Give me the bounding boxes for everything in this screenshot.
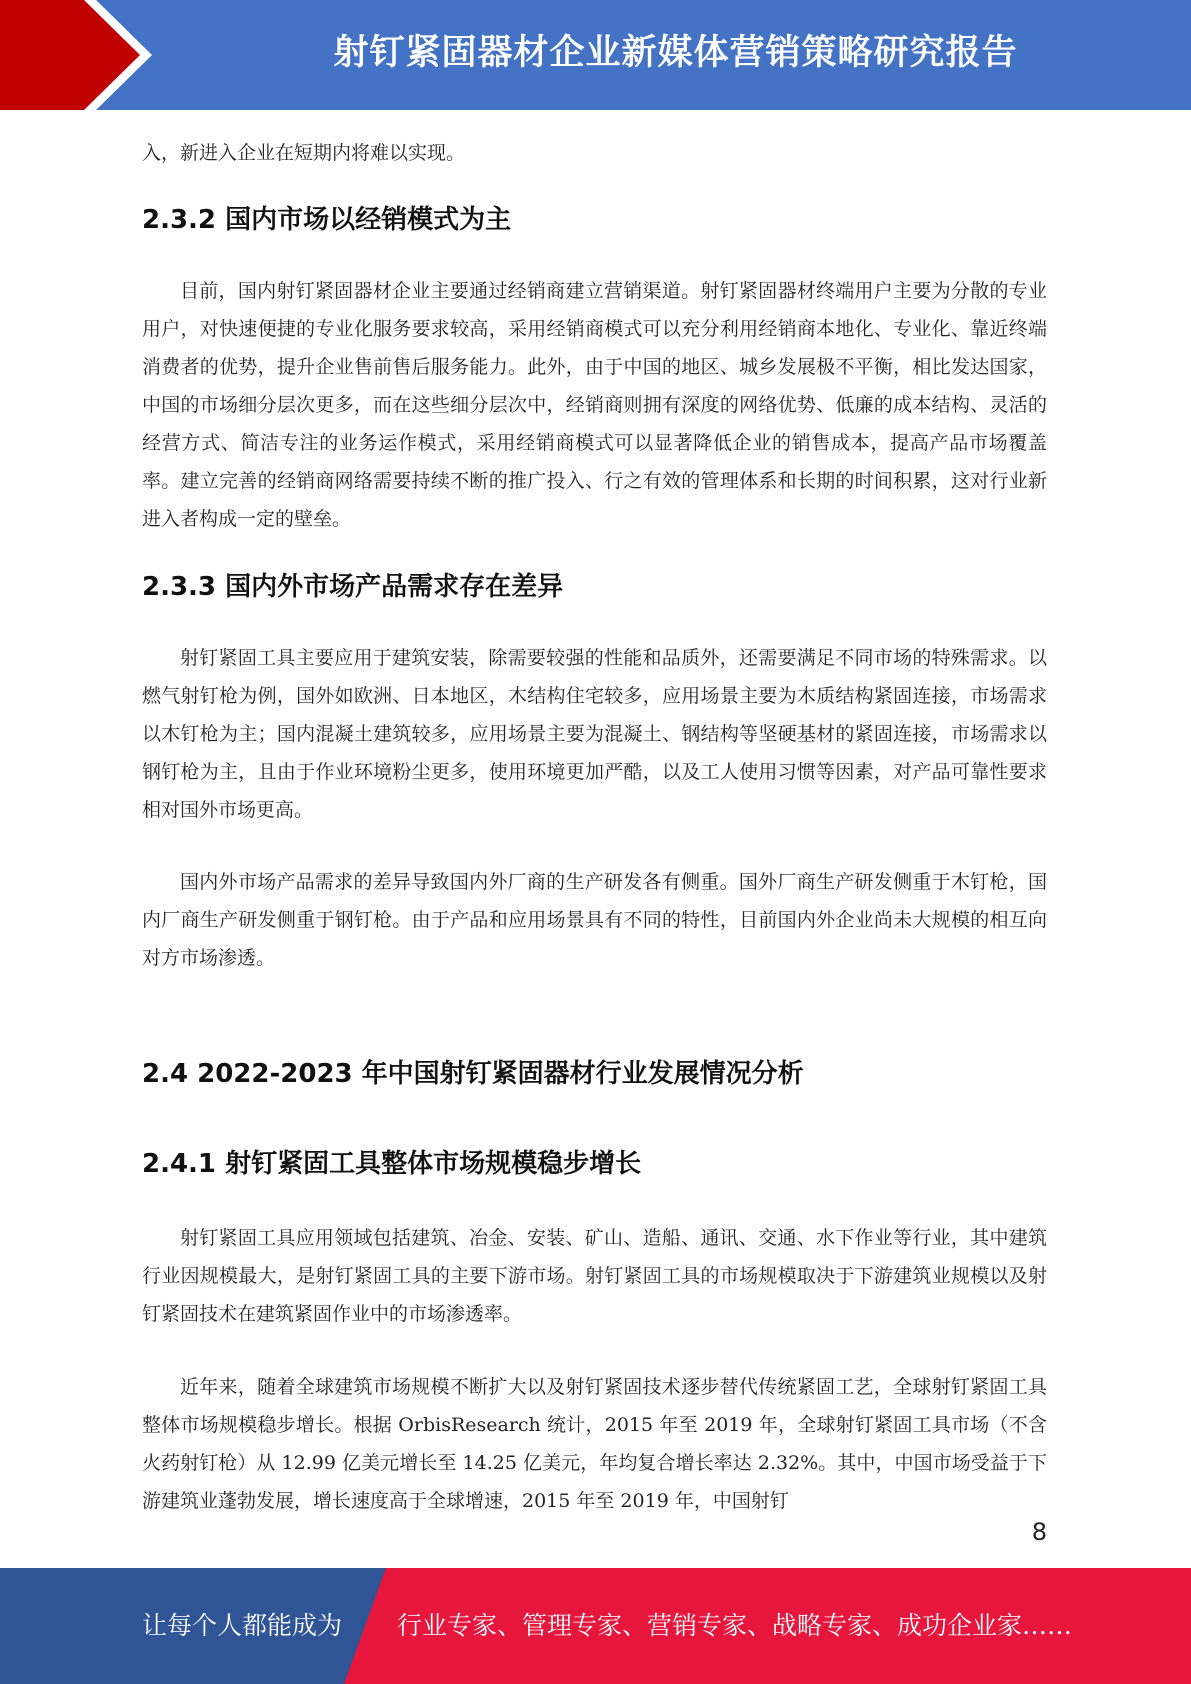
page-header — [0, 0, 1191, 110]
paragraph-2-4-1-2: 近年来，随着全球建筑市场规模不断扩大以及射钉紧固技术逐步替代传统紧固工艺，全球射钉紧固工具整体市场规模稳步增长。根据 OrbisResearch 统计，2015 年至 2019 年，全球射钉紧固工具市场（不含火药射钉枪）从 12.99 亿美元增长至 14.25 亿美元，年均复合增长率达 2.32%。其中，中国市场受益于下游建筑业蓬勃发展，增长速度高于全球增速，2015 年至 2019 年，中国射钉 — [142, 1376, 1047, 1512]
paragraph-2-3-2-1: 目前，国内射钉紧固器材企业主要通过经销商建立营销渠道。射钉紧固器材终端用户主要为分散的专业用户，对快速便捷的专业化服务要求较高，采用经销商模式可以充分利用经销商本地化、专业化、靠近终端消费者的优势，提升企业售前售后服务能力。此外，由于中国的地区、城乡发展极不平衡，相比发达国家，中国的市场细分层次更多，而在这些细分层次中，经销商则拥有深度的网络优势、低廉的成本结构、灵活的经营方式、简洁专注的业务运作模式，采用经销商模式可以显著降低企业的销售成本，提高产品市场覆盖率。建立完善的经销商网络需要持续不断的推广投入、行之有效的管理体系和长期的时间积累，这对行业新进入者构成一定的壁垒。 — [142, 280, 1047, 530]
intro-line: 入，新进入企业在短期内将难以实现。 — [142, 142, 466, 164]
paragraph-2-3-3-2: 国内外市场产品需求的差异导致国内外厂商的生产研发各有侧重。国外厂商生产研发侧重于木钉枪，国内厂商生产研发侧重于钢钉枪。由于产品和应用场景具有不同的特性，目前国内外企业尚未大规模的相互向对方市场渗透。 — [142, 871, 1047, 969]
footer-slogan-right: 行业专家、管理专家、营销专家、战略专家、成功企业家…… — [397, 1611, 1073, 1640]
footer-slogan-left: 让每个人都能成为 — [142, 1611, 343, 1640]
paragraph-2-3-3-1: 射钉紧固工具主要应用于建筑安装，除需要较强的性能和品质外，还需要满足不同市场的特殊需求。以燃气射钉枪为例，国外如欧洲、日本地区，木结构住宅较多，应用场景主要为木质结构紧固连接，市场需求以木钉枪为主；国内混凝土建筑较多，应用场景主要为混凝土、钢结构等坚硬基材的紧固连接，市场需求以钢钉枪为主，且由于作业环境粉尘更多，使用环境更加严酷，以及工人使用习惯等因素，对产品可靠性要求相对国外市场更高。 — [142, 647, 1047, 821]
section-heading-2-4: 2.4 2022-2023 年中国射钉紧固器材行业发展情况分析 — [142, 1059, 804, 1089]
section-heading-2-3-2: 2.3.2 国内市场以经销模式为主 — [142, 205, 512, 235]
report-title: 射钉紧固器材企业新媒体营销策略研究报告 — [333, 33, 1018, 73]
page-number: 8 — [1031, 1518, 1047, 1546]
section-heading-2-3-3: 2.3.3 国内外市场产品需求存在差异 — [142, 572, 564, 602]
paragraph-2-4-1-1: 射钉紧固工具应用领域包括建筑、冶金、安装、矿山、造船、通讯、交通、水下作业等行业，其中建筑行业因规模最大，是射钉紧固工具的主要下游市场。射钉紧固工具的市场规模取决于下游建筑业规模以及射钉紧固技术在建筑紧固作业中的市场渗透率。 — [142, 1227, 1047, 1325]
page-footer — [0, 1568, 1191, 1684]
section-heading-2-4-1: 2.4.1 射钉紧固工具整体市场规模稳步增长 — [142, 1149, 642, 1179]
header-arrow-icon — [0, 0, 140, 110]
